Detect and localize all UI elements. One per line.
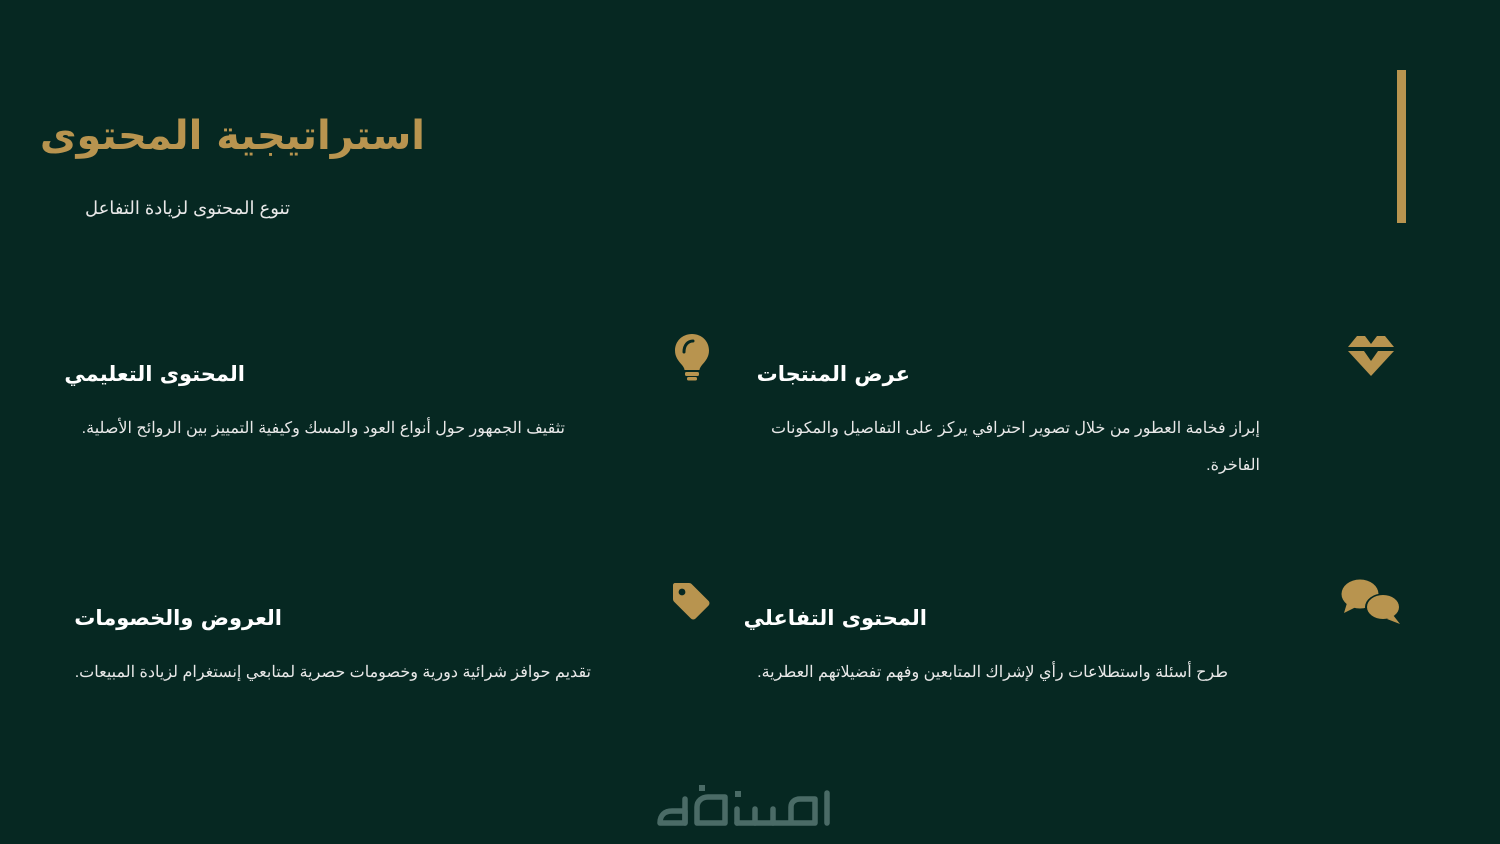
accent-bar [1397,70,1406,223]
card-title-educational: المحتوى التعليمي [64,362,245,386]
card-desc-interactive: طرح أسئلة واستطلاعات رأي لإشراك المتابعين وفهم تفضيلاتهم العطرية. [757,664,1228,681]
lightbulb-icon [674,333,710,381]
slide-title: استراتيجية المحتوى [39,113,425,159]
slide-subtitle: تنوع المحتوى لزيادة التفاعل [84,198,290,218]
card-desc-products: إبراز فخامة العطور من خلال تصوير احترافي يركز على التفاصيل والمكونات الفاخرة. [771,420,1260,474]
comments-icon [1341,578,1403,626]
brand-watermark-logo [655,785,845,829]
card-title-offers: العروض والخصومات [74,606,282,630]
gem-icon [1347,335,1395,377]
card-desc-offers: تقديم حوافز شرائية دورية وخصومات حصرية لمتابعي إنستغرام لزيادة المبيعات. [74,664,591,681]
card-title-products: عرض المنتجات [756,362,910,386]
tag-icon [671,581,711,621]
card-title-interactive: المحتوى التفاعلي [743,606,927,630]
card-desc-educational: تثقيف الجمهور حول أنواع العود والمسك وكيفية التمييز بين الروائح الأصلية. [81,420,565,437]
